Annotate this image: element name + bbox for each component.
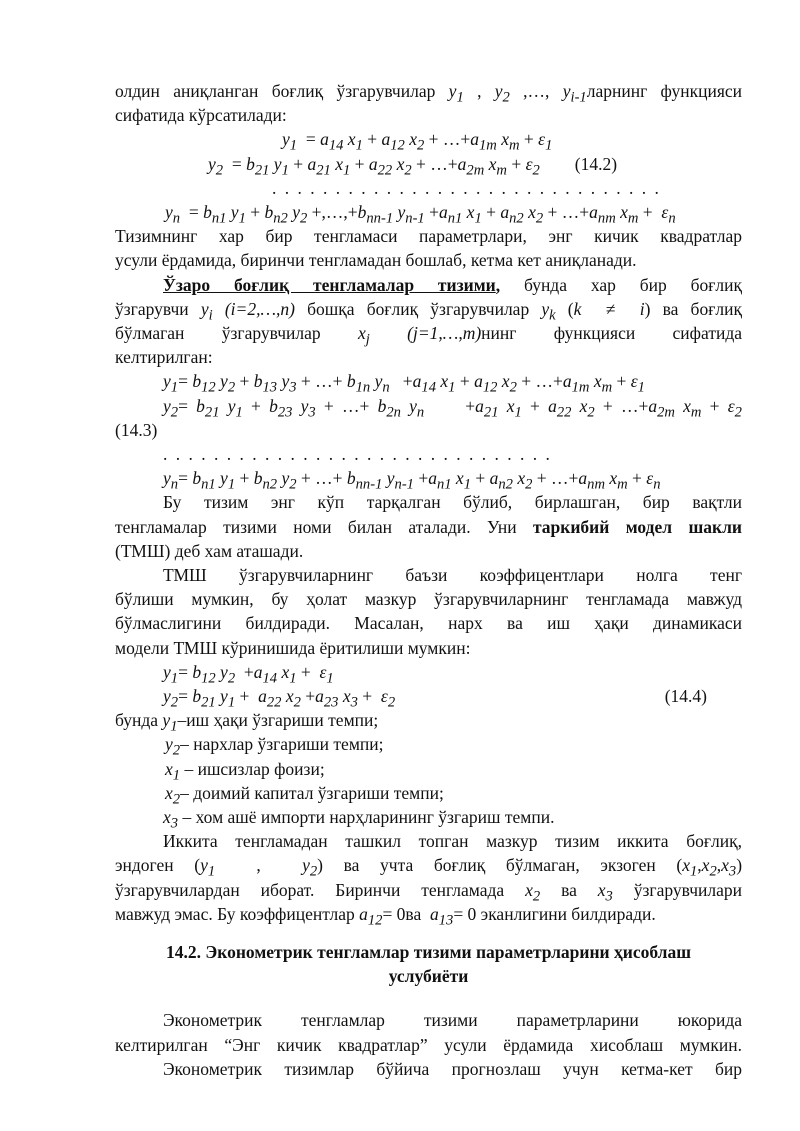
text-line: $y_2= b_{21}$ $y_1 + a_{22}$ $x_2 +a_{23}$ $x_3 + \varepsilon_2$ (14.4) bbox=[163, 686, 707, 711]
text-line: эндоген ($y_1$ , $y_2$) ва учта боғлиқ бўлмаган, экзоген $(x_1,x_2,x_3)$ bbox=[115, 855, 743, 880]
text-line: $y_2= b_{21}$ $y_1 + b_{23}$ $y_3$ + …+ $b_{2n}$ $y_n$ $+a_{21}$ $x_1 + a_{22}$ $x_2$ + $\dots+a_{2m}$ $x_m + \varepsilon_2$ bbox=[163, 395, 742, 421]
equation-number: (14.4) bbox=[664, 686, 707, 706]
text-line: Тизимнинг хар бир тенгламаси параметрлари, энг кичик квадратлар bbox=[115, 226, 742, 247]
text-line: бўлмаган ўзгарувчилар $x_j$ (j=1,…,m)нинг функцияси сифатида bbox=[115, 323, 742, 348]
section-heading-line: 14.2. Эконометрик тенгламлар тизими параметрларини ҳисоблаш bbox=[166, 942, 691, 962]
text-line: ўзгарувчилардан иборат. Биринчи тенгламада $x_2$ ва $x_3$ ўзгарувчилари bbox=[115, 879, 742, 905]
text-line: ўзгарувчи $y_i$ (i=2,…,n) бошқа боғлиқ ўзгарувчилар $y_k$ (k ≠ i) ва боғлиқ bbox=[115, 298, 742, 324]
text-line: Эконометрик тенгламлар тизими параметрларини юкорида bbox=[163, 1010, 742, 1031]
text-line: $y_1= b_{12}$ $y_2 +a_{14}$ $x_1 + \varepsilon_1$ bbox=[163, 661, 334, 687]
text-line: бўлмаслигини билдиради. Масалан, нарх ва иш ҳақи динамикаси bbox=[115, 613, 742, 634]
text-line: (ТМШ) деб хам аташади. bbox=[115, 540, 304, 561]
text-line: $x_2-$ доимий капитал ўзгариши темпи; bbox=[165, 782, 444, 808]
text-line: келтирилган “Энг кичик квадратлар” усули ёрдамида хисоблаш мумкин. bbox=[115, 1034, 742, 1055]
text-line: бўлиши мумкин, бу ҳолат мазкур ўзгарувчиларнинг тенгламада мавжуд bbox=[115, 589, 742, 610]
text-line: келтирилган: bbox=[115, 347, 213, 368]
text-line: $y_2 = b_{21}$ $y_1 + a_{21}$ $x_1 + a_{22}$ $x_2$ + $\dots+a_{2m}$ $x_m + \varepsilon_2$ (14.2) bbox=[208, 153, 618, 179]
text-line: $x_3$ – хом ашё импорти нарҳларининг ўзгариш темпи. bbox=[163, 807, 555, 832]
text-line: ТМШ ўзгарувчиларнинг баъзи коэффицентлари нолга тенг bbox=[163, 565, 742, 585]
text-line: Иккита тенгламадан ташкил топган мазкур тизим иккита боғлиқ, bbox=[163, 831, 742, 852]
section-heading-line: услубиёти bbox=[388, 966, 469, 987]
text-line: $x_1$ – ишсизлар фоизи; bbox=[165, 758, 325, 784]
text-line: . . . . . . . . . . . . . . . . . . . . . . . . . . . . . . . bbox=[163, 444, 552, 464]
text-line: $y_2-$ нархлар ўзгариши темпи; bbox=[165, 734, 384, 759]
text-line: олдин аниқланган боғлиқ ўзгарувчилар $y_1$ , $y_2$ ,…, $y_{i-1}ларнинг$ функцияси bbox=[115, 81, 742, 106]
text-line: $y_1= b_{12}$ $y_2 + b_{13}$ $y_3$ + …+ $b_{1n}$ $y_n +a_{14}$ $x_1 + a_{12}$ $x_2$ + $\dots+a_{1m}$ $x_m + \varepsilon_1$ bbox=[163, 371, 645, 396]
text-line: бунда $y_1-иш$ ҳақи ўзгариши темпи; bbox=[115, 710, 379, 735]
text-line: тенгламалар тизими номи билан аталади. Уни таркибий модел шакли bbox=[115, 516, 742, 537]
text-line: $y_1 = a_{14}$ $x_1 + a_{12}$ $x_2$ + $\dots+a_{1m}$ $x_m + \varepsilon_1$ bbox=[282, 129, 553, 154]
text-line: Ўзаро боғлиқ тенгламалар тизими, бунда хар бир боғлиқ bbox=[163, 274, 743, 295]
text-line: $y_n= b_{n1}$ $y_1 + b_{n2}$ $y_2$ + …+ $b_{nn-1}$ $y_{n-1} +a_{n1}$ $x_1 + a_{n2}$ $x_2$ + $\dots+a_{nm}$ $x_m + \varepsilon_n$ bbox=[163, 468, 661, 493]
text-line: модели ТМШ кўринишида ёритилиши мумкин: bbox=[115, 637, 471, 658]
text-line: . . . . . . . . . . . . . . . . . . . . . . . . . . . . . . . bbox=[272, 177, 661, 198]
text-line: Эконометрик тизимлар бўйича прогнозлаш учун кетма-кет бир bbox=[163, 1058, 742, 1079]
text-line: (14.3) bbox=[115, 419, 158, 440]
text-line: мавжуд эмас. Бу коэффицентлар $a_{12}= 0ва$ $a_{13}= 0$ эканлигини билдиради. bbox=[115, 903, 656, 929]
text-line: Бу тизим энг кўп тарқалган бўлиб, бирлашган, бир вақтли bbox=[163, 492, 742, 513]
text-line: сифатида кўрсатилади: bbox=[115, 105, 287, 126]
text-line: $y_n = b_{n1}$ $y_1 + b_{n2}$ $y_2$ $+,\dots,+b_{nn-1}$ $y_{n-1} +a_{n1}$ $x_1 + a_{n2}$ $x_2$ + $\dots+a_{nm}$ $x_m + \varepsilon_n$ bbox=[165, 202, 676, 227]
text-line: усули ёрдамида, биринчи тенгламадан бошлаб, кетма кет аниқланади. bbox=[115, 250, 637, 271]
